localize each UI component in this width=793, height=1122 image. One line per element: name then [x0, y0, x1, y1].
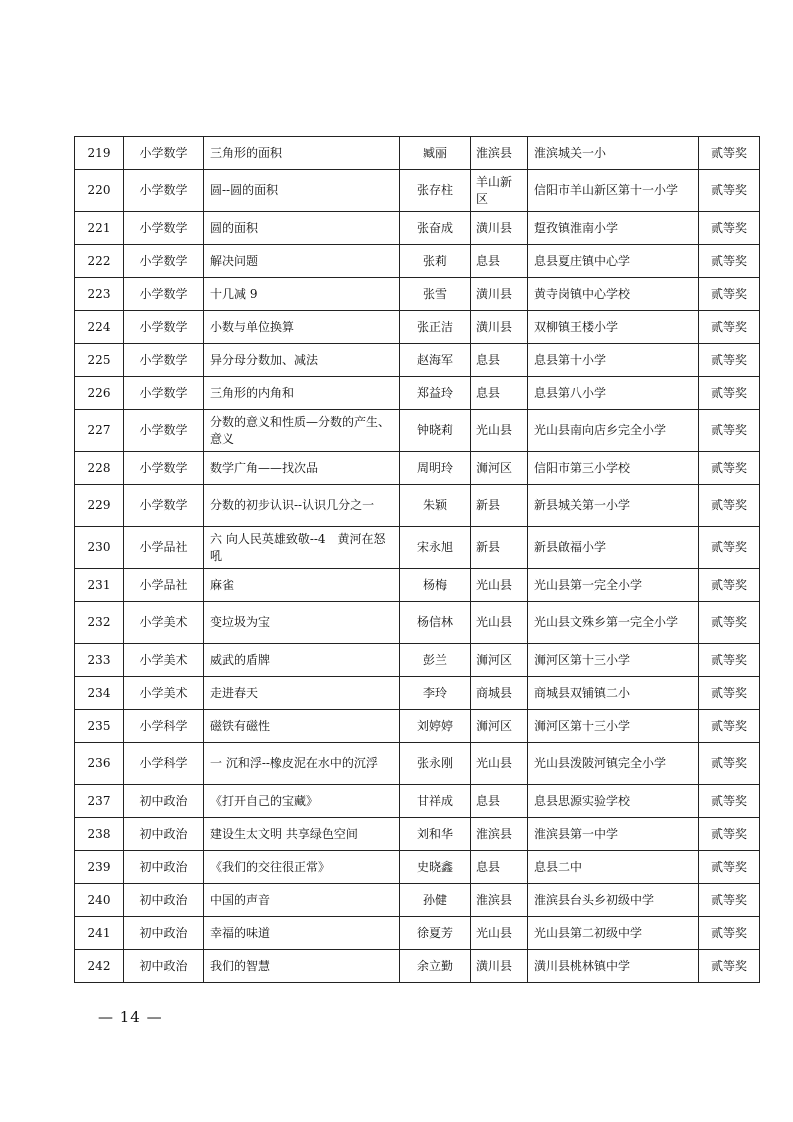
row-number: 224	[75, 311, 124, 344]
subject-cell: 小学美术	[124, 644, 204, 677]
school-cell: 商城县双铺镇二小	[528, 677, 699, 710]
school-cell: 息县夏庄镇中心学	[528, 245, 699, 278]
table-row	[75, 602, 760, 644]
table-row	[75, 377, 760, 410]
county-cell: 羊山新区	[471, 170, 528, 212]
award-cell: 贰等奖	[699, 170, 760, 212]
lesson-title-cell: 威武的盾牌	[204, 644, 400, 677]
row-number: 232	[75, 602, 124, 644]
row-number: 238	[75, 818, 124, 851]
award-cell: 贰等奖	[699, 212, 760, 245]
row-number: 233	[75, 644, 124, 677]
table-row	[75, 950, 760, 983]
award-cell: 贰等奖	[699, 377, 760, 410]
school-cell: 淮滨县第一中学	[528, 818, 699, 851]
table-row	[75, 884, 760, 917]
school-cell: 新县啟福小学	[528, 527, 699, 569]
lesson-title-cell: 我们的智慧	[204, 950, 400, 983]
lesson-title-cell: 幸福的味道	[204, 917, 400, 950]
table-row	[75, 569, 760, 602]
row-number: 229	[75, 485, 124, 527]
subject-cell: 小学数学	[124, 278, 204, 311]
subject-cell: 小学数学	[124, 245, 204, 278]
subject-cell: 小学数学	[124, 170, 204, 212]
school-cell: 潢川县桃林镇中学	[528, 950, 699, 983]
school-cell: 信阳市第三小学校	[528, 452, 699, 485]
teacher-name-cell: 周明玲	[400, 452, 471, 485]
school-cell: 光山县南向店乡完全小学	[528, 410, 699, 452]
award-cell: 贰等奖	[699, 137, 760, 170]
row-number: 241	[75, 917, 124, 950]
subject-cell: 初中政治	[124, 785, 204, 818]
table-row	[75, 785, 760, 818]
school-cell: 光山县泼陂河镇完全小学	[528, 743, 699, 785]
county-cell: 息县	[471, 851, 528, 884]
award-cell: 贰等奖	[699, 452, 760, 485]
teacher-name-cell: 余立勤	[400, 950, 471, 983]
page-number: — 14 —	[98, 1008, 163, 1026]
county-cell: 光山县	[471, 410, 528, 452]
table-row	[75, 410, 760, 452]
county-cell: 潢川县	[471, 212, 528, 245]
county-cell: 息县	[471, 344, 528, 377]
table-row	[75, 452, 760, 485]
award-cell: 贰等奖	[699, 278, 760, 311]
award-cell: 贰等奖	[699, 851, 760, 884]
award-cell: 贰等奖	[699, 602, 760, 644]
subject-cell: 初中政治	[124, 950, 204, 983]
lesson-title-cell: 小数与单位换算	[204, 311, 400, 344]
row-number: 234	[75, 677, 124, 710]
teacher-name-cell: 张莉	[400, 245, 471, 278]
school-cell: 浉河区第十三小学	[528, 644, 699, 677]
row-number: 219	[75, 137, 124, 170]
table-row	[75, 851, 760, 884]
subject-cell: 小学数学	[124, 311, 204, 344]
award-list-page	[74, 136, 759, 983]
table-row	[75, 644, 760, 677]
teacher-name-cell: 钟晓莉	[400, 410, 471, 452]
county-cell: 潢川县	[471, 311, 528, 344]
lesson-title-cell: 分数的意义和性质—分数的产生、意义	[204, 410, 400, 452]
table-row	[75, 917, 760, 950]
subject-cell: 小学科学	[124, 710, 204, 743]
award-cell: 贰等奖	[699, 950, 760, 983]
school-cell: 新县城关第一小学	[528, 485, 699, 527]
lesson-title-cell: 麻雀	[204, 569, 400, 602]
row-number: 227	[75, 410, 124, 452]
award-cell: 贰等奖	[699, 485, 760, 527]
row-number: 228	[75, 452, 124, 485]
table-row	[75, 212, 760, 245]
school-cell: 黄寺岗镇中心学校	[528, 278, 699, 311]
teacher-name-cell: 李玲	[400, 677, 471, 710]
subject-cell: 初中政治	[124, 917, 204, 950]
lesson-title-cell: 建设生太文明 共享绿色空间	[204, 818, 400, 851]
teacher-name-cell: 刘婷婷	[400, 710, 471, 743]
award-cell: 贰等奖	[699, 569, 760, 602]
row-number: 222	[75, 245, 124, 278]
school-cell: 双柳镇王楼小学	[528, 311, 699, 344]
subject-cell: 小学数学	[124, 137, 204, 170]
row-number: 242	[75, 950, 124, 983]
award-table	[74, 136, 760, 983]
teacher-name-cell: 张雪	[400, 278, 471, 311]
school-cell: 光山县第二初级中学	[528, 917, 699, 950]
table-row	[75, 818, 760, 851]
school-cell: 光山县第一完全小学	[528, 569, 699, 602]
lesson-title-cell: 三角形的面积	[204, 137, 400, 170]
teacher-name-cell: 宋永旭	[400, 527, 471, 569]
award-cell: 贰等奖	[699, 311, 760, 344]
table-row	[75, 245, 760, 278]
school-cell: 踅孜镇淮南小学	[528, 212, 699, 245]
row-number: 225	[75, 344, 124, 377]
school-cell: 信阳市羊山新区第十一小学	[528, 170, 699, 212]
lesson-title-cell: 走进春天	[204, 677, 400, 710]
row-number: 221	[75, 212, 124, 245]
teacher-name-cell: 甘祥成	[400, 785, 471, 818]
award-cell: 贰等奖	[699, 677, 760, 710]
teacher-name-cell: 徐夏芳	[400, 917, 471, 950]
school-cell: 息县二中	[528, 851, 699, 884]
lesson-title-cell: 异分母分数加、减法	[204, 344, 400, 377]
subject-cell: 小学科学	[124, 743, 204, 785]
lesson-title-cell: 十几减 9	[204, 278, 400, 311]
subject-cell: 小学品社	[124, 569, 204, 602]
teacher-name-cell: 张永刚	[400, 743, 471, 785]
subject-cell: 小学数学	[124, 344, 204, 377]
row-number: 235	[75, 710, 124, 743]
award-cell: 贰等奖	[699, 245, 760, 278]
county-cell: 淮滨县	[471, 818, 528, 851]
subject-cell: 初中政治	[124, 884, 204, 917]
award-cell: 贰等奖	[699, 785, 760, 818]
county-cell: 息县	[471, 245, 528, 278]
subject-cell: 小学数学	[124, 485, 204, 527]
table-row	[75, 170, 760, 212]
teacher-name-cell: 史晓鑫	[400, 851, 471, 884]
table-row	[75, 137, 760, 170]
lesson-title-cell: 变垃圾为宝	[204, 602, 400, 644]
lesson-title-cell: 《打开自己的宝藏》	[204, 785, 400, 818]
teacher-name-cell: 郑益玲	[400, 377, 471, 410]
lesson-title-cell: 圆的面积	[204, 212, 400, 245]
row-number: 231	[75, 569, 124, 602]
county-cell: 光山县	[471, 602, 528, 644]
county-cell: 光山县	[471, 569, 528, 602]
row-number: 237	[75, 785, 124, 818]
school-cell: 浉河区第十三小学	[528, 710, 699, 743]
award-cell: 贰等奖	[699, 884, 760, 917]
county-cell: 商城县	[471, 677, 528, 710]
award-cell: 贰等奖	[699, 710, 760, 743]
lesson-title-cell: 一 沉和浮--橡皮泥在水中的沉浮	[204, 743, 400, 785]
lesson-title-cell: 磁铁有磁性	[204, 710, 400, 743]
county-cell: 潢川县	[471, 950, 528, 983]
teacher-name-cell: 张存柱	[400, 170, 471, 212]
lesson-title-cell: 分数的初步认识--认识几分之一	[204, 485, 400, 527]
lesson-title-cell: 数学广角——找次品	[204, 452, 400, 485]
lesson-title-cell: 中国的声音	[204, 884, 400, 917]
award-cell: 贰等奖	[699, 410, 760, 452]
award-cell: 贰等奖	[699, 818, 760, 851]
school-cell: 息县第八小学	[528, 377, 699, 410]
table-row	[75, 527, 760, 569]
subject-cell: 小学数学	[124, 410, 204, 452]
county-cell: 光山县	[471, 917, 528, 950]
subject-cell: 小学美术	[124, 602, 204, 644]
teacher-name-cell: 张奋成	[400, 212, 471, 245]
county-cell: 浉河区	[471, 710, 528, 743]
county-cell: 浉河区	[471, 452, 528, 485]
county-cell: 新县	[471, 485, 528, 527]
county-cell: 息县	[471, 377, 528, 410]
subject-cell: 小学数学	[124, 377, 204, 410]
teacher-name-cell: 张正洁	[400, 311, 471, 344]
teacher-name-cell: 朱颖	[400, 485, 471, 527]
award-cell: 贰等奖	[699, 344, 760, 377]
table-row	[75, 311, 760, 344]
table-row	[75, 485, 760, 527]
table-row	[75, 344, 760, 377]
lesson-title-cell: 三角形的内角和	[204, 377, 400, 410]
county-cell: 淮滨县	[471, 137, 528, 170]
table-row	[75, 677, 760, 710]
award-cell: 贰等奖	[699, 644, 760, 677]
county-cell: 新县	[471, 527, 528, 569]
teacher-name-cell: 杨信林	[400, 602, 471, 644]
subject-cell: 小学数学	[124, 212, 204, 245]
subject-cell: 小学品社	[124, 527, 204, 569]
award-table-body	[75, 137, 760, 983]
subject-cell: 初中政治	[124, 818, 204, 851]
lesson-title-cell: 六 向人民英雄致敬--4 黄河在怒吼	[204, 527, 400, 569]
award-cell: 贰等奖	[699, 527, 760, 569]
teacher-name-cell: 杨梅	[400, 569, 471, 602]
table-row	[75, 710, 760, 743]
table-row	[75, 743, 760, 785]
school-cell: 息县第十小学	[528, 344, 699, 377]
subject-cell: 小学数学	[124, 452, 204, 485]
teacher-name-cell: 赵海军	[400, 344, 471, 377]
county-cell: 淮滨县	[471, 884, 528, 917]
row-number: 220	[75, 170, 124, 212]
school-cell: 淮滨县台头乡初级中学	[528, 884, 699, 917]
table-row	[75, 278, 760, 311]
award-cell: 贰等奖	[699, 743, 760, 785]
teacher-name-cell: 刘和华	[400, 818, 471, 851]
row-number: 226	[75, 377, 124, 410]
teacher-name-cell: 彭兰	[400, 644, 471, 677]
county-cell: 浉河区	[471, 644, 528, 677]
row-number: 240	[75, 884, 124, 917]
row-number: 230	[75, 527, 124, 569]
school-cell: 息县思源实验学校	[528, 785, 699, 818]
lesson-title-cell: 《我们的交往很正常》	[204, 851, 400, 884]
school-cell: 光山县文殊乡第一完全小学	[528, 602, 699, 644]
county-cell: 光山县	[471, 743, 528, 785]
lesson-title-cell: 解决问题	[204, 245, 400, 278]
award-cell: 贰等奖	[699, 917, 760, 950]
teacher-name-cell: 孙健	[400, 884, 471, 917]
row-number: 223	[75, 278, 124, 311]
subject-cell: 初中政治	[124, 851, 204, 884]
row-number: 239	[75, 851, 124, 884]
teacher-name-cell: 臧丽	[400, 137, 471, 170]
subject-cell: 小学美术	[124, 677, 204, 710]
school-cell: 淮滨城关一小	[528, 137, 699, 170]
lesson-title-cell: 圆--圆的面积	[204, 170, 400, 212]
row-number: 236	[75, 743, 124, 785]
county-cell: 息县	[471, 785, 528, 818]
county-cell: 潢川县	[471, 278, 528, 311]
